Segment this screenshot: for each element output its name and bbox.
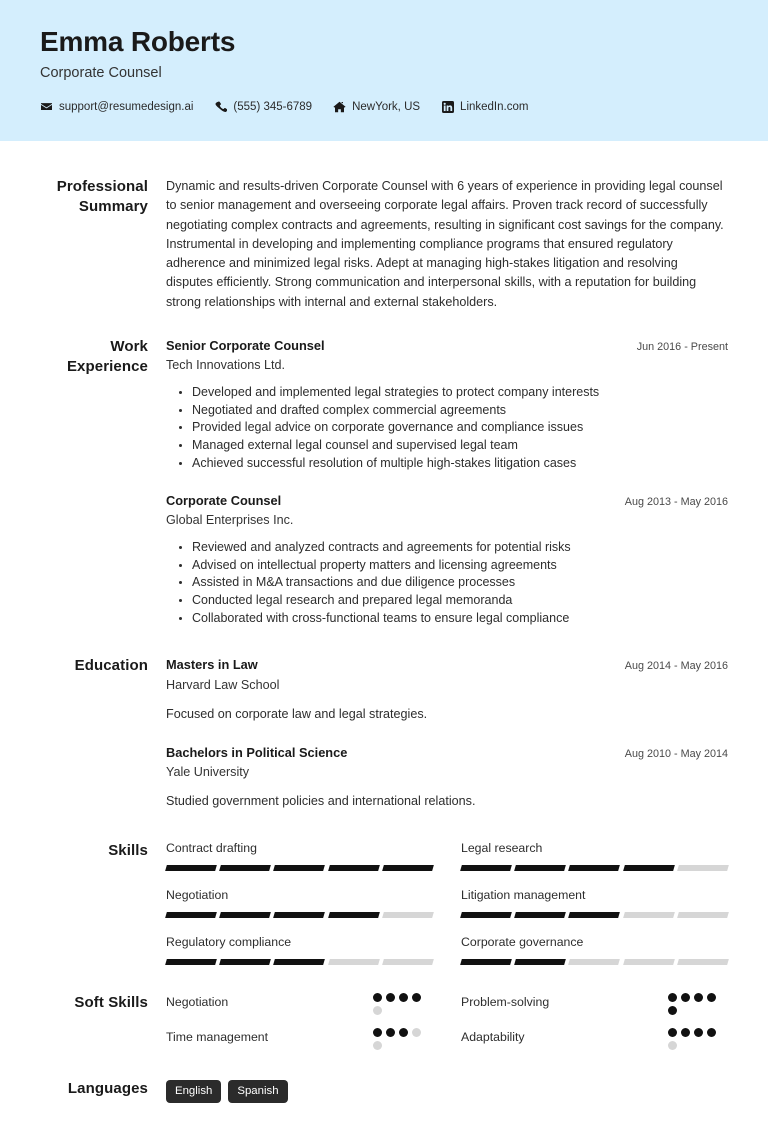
skill-bar-segment [623,912,675,918]
rating-dot [694,1028,703,1037]
skill-name: Contract drafting [166,840,257,855]
skill-bar-segment [460,912,512,918]
section-work-experience [40,312,728,627]
contact-row [40,100,728,113]
skill-name: Corporate governance [461,934,584,949]
rating-dot [412,1028,421,1037]
skill-bar-segment [328,912,380,918]
skill-bar-segment [677,912,729,918]
rating-dot [373,1006,382,1015]
soft-skill-rating [668,993,728,1015]
soft-skill-rating [373,1028,433,1050]
rating-dot [707,993,716,1002]
rating-dot [412,993,421,1002]
entry-header [166,656,728,673]
soft-skill-name: Time management [166,1029,269,1044]
rating-dot [694,993,703,1002]
rating-dot [386,1028,395,1037]
contact-item-home[interactable] [333,100,420,113]
skill-bar-segment [569,865,621,871]
page-title: Emma Roberts [40,26,236,57]
soft-skill-rating [668,1028,728,1050]
education-entry-list [166,656,728,810]
work-entry [166,337,728,472]
entry-organization: Global Enterprises Inc. [166,513,294,528]
job-title: Corporate Counsel [40,65,162,82]
skill-bar-segment [165,959,217,965]
section-label-languages: Languages [67,1079,148,1097]
entry-title: Corporate Counsel [166,492,282,508]
entry-title: Senior Corporate Counsel [166,338,325,354]
skill-name: Regulatory compliance [166,934,292,949]
skill-level-bar [166,912,433,918]
skill-bar-segment [569,959,621,965]
contact-text: LinkedIn.com [460,100,529,113]
rating-dot [681,1028,690,1037]
rating-dot [373,993,382,1002]
skill-bar-segment [623,959,675,965]
list-item: • Collaborated with cross-functional teams to ensure legal compliance [192,610,728,627]
envelope-icon [40,100,53,113]
skill-name: Litigation management [461,887,586,902]
entry-date: Aug 2013 - May 2016 [624,495,728,508]
rating-dot [668,1041,677,1050]
soft-skill-rating [373,993,433,1015]
skill-level-bar [166,865,433,871]
skill-bar-segment [328,865,380,871]
soft-skill-item [461,1028,728,1050]
list-item: • Negotiated and drafted complex commercial agreements [192,402,728,419]
skill-item [166,841,433,871]
section-skills [40,811,728,965]
skill-bar-segment [274,912,326,918]
contact-text: NewYork, US [352,100,421,113]
entry-organization: Harvard Law School [166,677,280,692]
rating-dot [399,993,408,1002]
entry-description: Focused on corporate law and legal strategies. [166,707,428,722]
rating-dot [707,1028,716,1037]
skill-bar-segment [569,912,621,918]
skill-level-bar [461,865,728,871]
section-label-education: Education [74,657,148,675]
section-label-work: Work Experience [66,338,148,375]
rating-dot [373,1028,382,1037]
work-entry [166,492,728,627]
skill-bar-segment [274,959,326,965]
skill-bar-segment [514,912,566,918]
resume-header [0,0,768,141]
education-entry [166,744,728,811]
skill-item [461,888,728,918]
education-entry [166,656,728,723]
work-entry-list [166,337,728,627]
skill-level-bar [461,912,728,918]
contact-item-envelope[interactable] [40,100,193,113]
skill-bar-segment [677,959,729,965]
list-item: • Assisted in M&A transactions and due diligence processes [192,574,728,591]
skill-item [166,888,433,918]
rating-dot [386,993,395,1002]
skill-bar-segment [219,959,271,965]
entry-bullet-list [166,539,728,627]
skill-bar-segment [165,865,217,871]
skill-bar-segment [677,865,729,871]
list-item: • Managed external legal counsel and supervised legal team [192,437,728,454]
entry-organization: Tech Innovations Ltd. [166,358,286,373]
section-professional-summary [40,141,728,312]
entry-header [166,744,728,761]
rating-dot [373,1041,382,1050]
section-education [40,627,728,810]
skill-bar-segment [165,912,217,918]
soft-skill-item [166,1028,433,1050]
skill-bar-segment [328,959,380,965]
skill-item [166,935,433,965]
entry-date: Aug 2014 - May 2016 [624,660,728,673]
list-item: • Provided legal advice on corporate governance and compliance issues [192,419,728,436]
contact-text: (555) 345-6789 [233,100,313,113]
summary-text: Dynamic and results-driven Corporate Counsel with 6 years of experience in providing legal counsel to senior management and overseeing corporate legal affairs. Proven track record of successfully negotiating complex contracts and agreements, resulting in significant cost savings for the company. Instrumental in developing and implementing compliance programs that ensured regulatory adherence and minimized legal risks. Adept at managing high-stakes litigation and resolving disputes efficiently. Strong communication and interpersonal skills, with a reputation for building strong relationships with internal and external stakeholders. [166,179,724,309]
section-soft-skills [40,965,728,1050]
phone-icon [214,100,227,113]
skill-item [461,841,728,871]
skill-name: Negotiation [166,887,229,902]
section-label-summary: Professional Summary [56,178,148,215]
rating-dot [668,1028,677,1037]
list-item: • Advised on intellectual property matters and licensing agreements [192,557,728,574]
skill-bar-segment [514,865,566,871]
resume-body [0,141,768,1123]
contact-text: support@resumedesign.ai [59,100,194,113]
entry-title: Bachelors in Political Science [166,744,348,760]
entry-header [166,492,728,509]
contact-item-phone[interactable] [214,100,312,113]
entry-date: Jun 2016 - Present [636,341,728,354]
skill-bar-segment [623,865,675,871]
list-item: • Reviewed and analyzed contracts and agreements for potential risks [192,539,728,556]
soft-skill-name: Problem-solving [461,994,550,1009]
skill-bar-segment [514,959,566,965]
entry-bullet-list [166,384,728,472]
rating-dot [668,993,677,1002]
rating-dot [681,993,690,1002]
soft-skill-item [461,993,728,1015]
soft-skill-item [166,993,433,1015]
language-pill: Spanish [228,1080,287,1103]
skill-level-bar [166,959,433,965]
language-pill: English [166,1080,221,1103]
skill-bar-segment [382,865,434,871]
linkedin-icon [441,100,454,113]
skill-level-bar [461,959,728,965]
section-label-soft-skills: Soft Skills [74,993,148,1011]
skill-bar-segment [274,865,326,871]
skill-bar-segment [382,912,434,918]
skill-bar-segment [219,865,271,871]
entry-header [166,337,728,354]
skill-bar-segment [460,865,512,871]
section-languages [40,1050,728,1103]
soft-skill-name: Negotiation [166,994,229,1009]
skill-name: Legal research [461,840,543,855]
rating-dot [668,1006,677,1015]
skill-bar-segment [382,959,434,965]
entry-date: Aug 2010 - May 2014 [624,747,728,760]
entry-description: Studied government policies and international relations. [166,794,476,809]
entry-organization: Yale University [166,764,250,779]
skill-bar-segment [219,912,271,918]
language-list [166,1079,728,1103]
rating-dot [399,1028,408,1037]
section-label-skills: Skills [108,841,148,859]
skill-item [461,935,728,965]
contact-item-linkedin[interactable] [441,100,528,113]
entry-title: Masters in Law [166,657,258,673]
list-item: • Achieved successful resolution of multiple high-stakes litigation cases [192,455,728,472]
soft-skill-name: Adaptability [461,1029,525,1044]
list-item: • Developed and implemented legal strategies to protect company interests [192,384,728,401]
soft-skill-list [166,993,728,1050]
skill-bar-segment [460,959,512,965]
list-item: • Conducted legal research and prepared legal memoranda [192,592,728,609]
home-icon [333,100,346,113]
skill-list [166,841,728,965]
